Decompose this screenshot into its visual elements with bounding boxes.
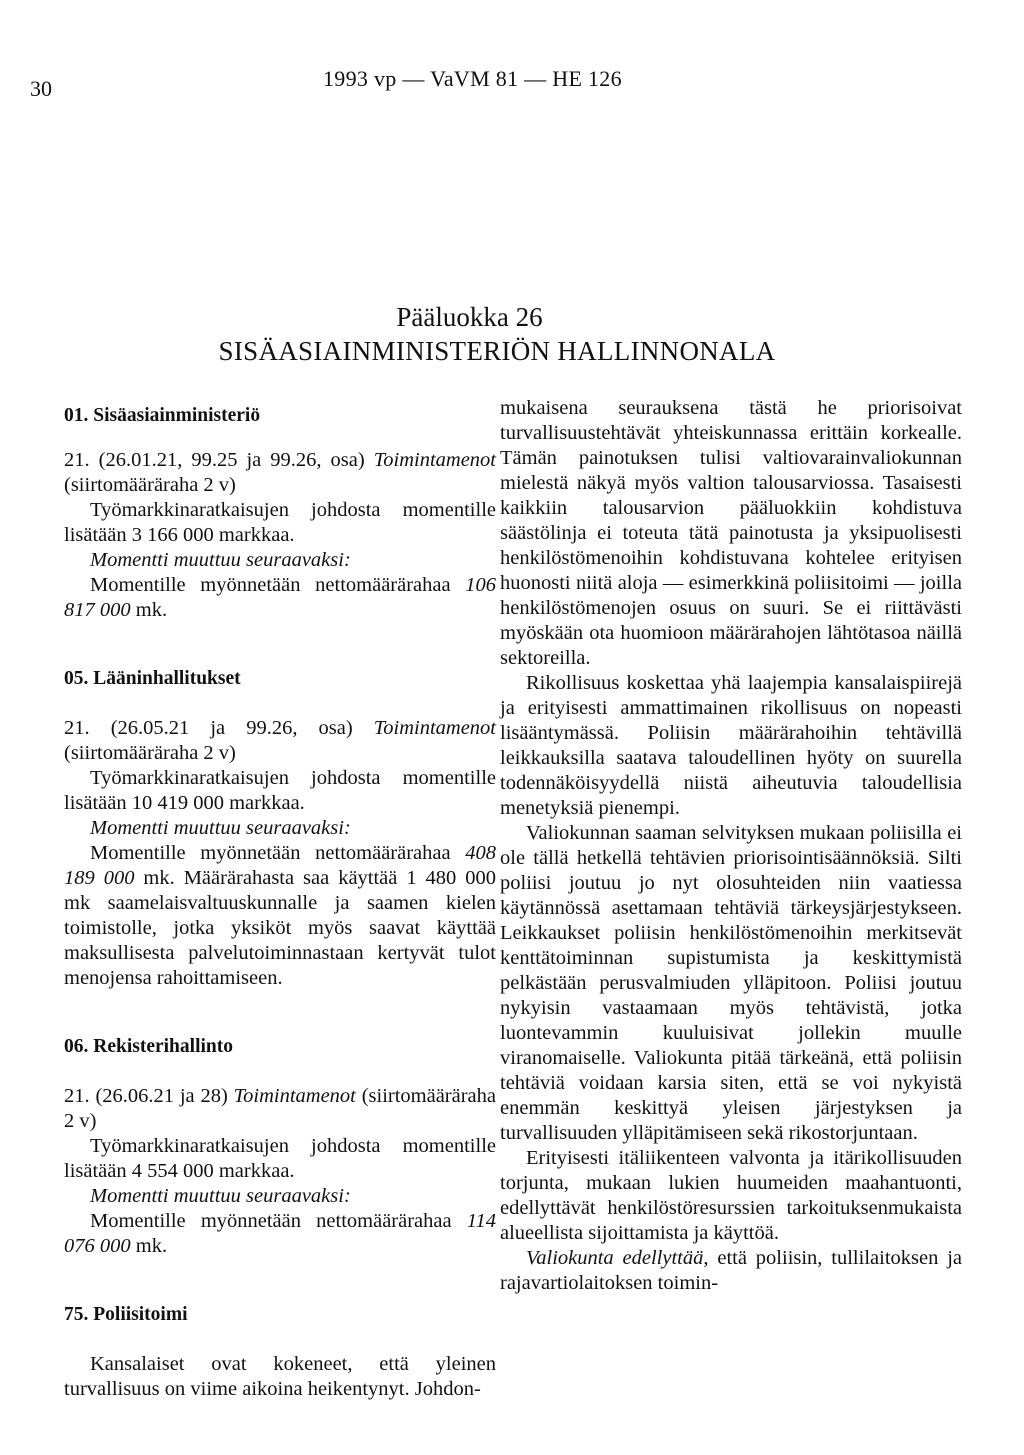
amount: 106 817 000 xyxy=(64,574,496,621)
text-run: mk. Määrärahasta saa käyttää 1 480 000 mk saamelaisvaltuuskunnalle ja saamen kielen toimistolle, jotka yksiköt myös saavat käyttää maksullisesta palvelutoiminnastaan kertyvät tulot menojensa rahoittamiseen. xyxy=(64,867,496,989)
body-paragraph xyxy=(64,573,496,623)
item-ref: 21. (26.06.21 ja 28) xyxy=(64,1085,234,1107)
text-run: , että poliisin, tullilaitoksen ja rajavartiolaitoksen toimin- xyxy=(500,1247,962,1294)
right-column xyxy=(500,396,962,1296)
section-heading-75: 75. Poliisitoimi xyxy=(64,1304,188,1325)
body-paragraph xyxy=(64,1209,496,1259)
amount: 114 076 000 xyxy=(64,1210,496,1257)
item-ref: 21. (26.05.21 ja 99.26, osa) xyxy=(64,717,374,739)
body-paragraph: Kansalaiset ovat kokeneet, että yleinen turvallisuus on viime aikoina heikentynyt. Johdon- xyxy=(64,1353,496,1400)
body-paragraph xyxy=(500,1246,962,1296)
body-paragraph: mukaisena seurauksena tästä he priorisoivat turvallisuustehtävät yhteiskunnassa erittäin korkealle. Tämän painotuksen tulisi valtiovarainvaliokunnan mielestä näkyä myös valtion talousarviossa. Tasaisesti kaikkiin talousarvion pääluokkiin kohdistuva säästölinja ei toteuta tätä painotusta ja yksipuolisesti henkilöstömenoihin kohdistuvana kohtelee erityisen huonosti niitä aloja — esimerkkinä poliisitoimi — joilla henkilöstömenojen osuus on suuri. Se ei riittävästi myöskään ota huomioon määrärahojen lähtötasoa näillä sektoreilla. xyxy=(500,397,962,669)
item-title: Toimintamenot xyxy=(233,1085,356,1107)
main-title-line1: Pääluokka 26 xyxy=(396,302,543,332)
item-ref-tail: (siirtomääräraha 2 v) xyxy=(64,742,236,764)
body-paragraph: Työmarkkinaratkaisujen johdosta momentille lisätään 3 166 000 markkaa. xyxy=(64,499,496,546)
item-paragraph xyxy=(64,448,496,498)
item-paragraph xyxy=(64,716,496,766)
item-title: Toimintamenot xyxy=(373,449,496,471)
text-run: mk. xyxy=(130,599,168,621)
item-ref-tail: (siirtomääräraha 2 v) xyxy=(64,1085,497,1132)
main-title-line2: SISÄASIAINMINISTERIÖN HALLINNONALA xyxy=(218,336,776,366)
item-paragraph xyxy=(64,1084,496,1134)
body-paragraph: Momentti muuttuu seuraavaksi: xyxy=(90,817,351,839)
item-title: Toimintamenot xyxy=(373,717,496,739)
running-title: 1993 vp — VaVM 81 — HE 126 xyxy=(323,66,622,91)
section-heading-01: 01. Sisäasiainministeriö xyxy=(64,405,261,426)
text-run: Momentille myönnetään nettomäärärahaa xyxy=(90,574,466,596)
page-header xyxy=(0,58,1024,101)
item-ref: 21. (26.01.21, 99.25 ja 99.26, osa) xyxy=(64,449,374,471)
page-number: 30 xyxy=(30,76,52,101)
section-heading-05: 05. Lääninhallitukset xyxy=(64,668,241,689)
amount: 408 189 000 xyxy=(64,842,496,889)
section-heading-06: 06. Rekisterihallinto xyxy=(64,1036,233,1057)
item-ref-tail: (siirtomääräraha 2 v) xyxy=(64,474,236,496)
body-paragraph: Erityisesti itäliikenteen valvonta ja itärikollisuuden torjunta, mukaan lukien huumeiden maahantuonti, edellyttävät henkilöstöresurssien tarkoituksenmukaista alueellista sijoittamista ja käyttöä. xyxy=(500,1147,962,1244)
body-paragraph: Momentti muuttuu seuraavaksi: xyxy=(90,1185,351,1207)
body-paragraph: Työmarkkinaratkaisujen johdosta momentille lisätään 10 419 000 markkaa. xyxy=(64,767,496,814)
left-column xyxy=(64,403,496,1402)
main-title xyxy=(0,300,1024,368)
emphasis: Valiokunta edellyttää xyxy=(526,1247,704,1269)
body-paragraph: Rikollisuus koskettaa yhä laajempia kansalaispiirejä ja erityisesti ammattimainen rikollisuus on nopeasti lisääntymässä. Poliisin määrärahoihin tehtävillä leikkauksilla saatava taloudellinen hyöty on suurella todennäköisyydellä niistä aiheutuvia taloudellisia menetyksiä pienempi. xyxy=(500,672,962,819)
text-run: Momentille myönnetään nettomäärärahaa xyxy=(90,1210,467,1232)
text-run: mk. xyxy=(130,1235,168,1257)
body-paragraph: Valiokunnan saaman selvityksen mukaan poliisilla ei ole tällä hetkellä tehtävien priorisointisäännöksiä. Silti poliisi joutuu jo nyt olosuhteiden niin vaatiessa käytännössä asettamaan tehtäviä tärkeysjärjestykseen. Leikkaukset poliisin henkilöstömenoihin merkitsevät kenttätoiminnan supistumista ja keskittymistä pelkästään perusvalmiuden ylläpitoon. Poliisi joutuu nykyisin vastaamaan myös tehtävistä, jotka luontevammin kuuluisivat jollekin muulle viranomaiselle. Valiokunta pitää tärkeänä, että poliisin tehtäviä voidaan karsia siten, että se voi nykyistä enemmän keskittyä yleisen järjestyksen ja turvallisuuden ylläpitämiseen sekä rikostorjuntaan. xyxy=(500,822,962,1144)
body-paragraph xyxy=(64,841,496,991)
body-paragraph: Momentti muuttuu seuraavaksi: xyxy=(90,549,351,571)
text-run: Momentille myönnetään nettomäärärahaa xyxy=(90,842,466,864)
body-paragraph: Työmarkkinaratkaisujen johdosta momentille lisätään 4 554 000 markkaa. xyxy=(64,1135,496,1182)
